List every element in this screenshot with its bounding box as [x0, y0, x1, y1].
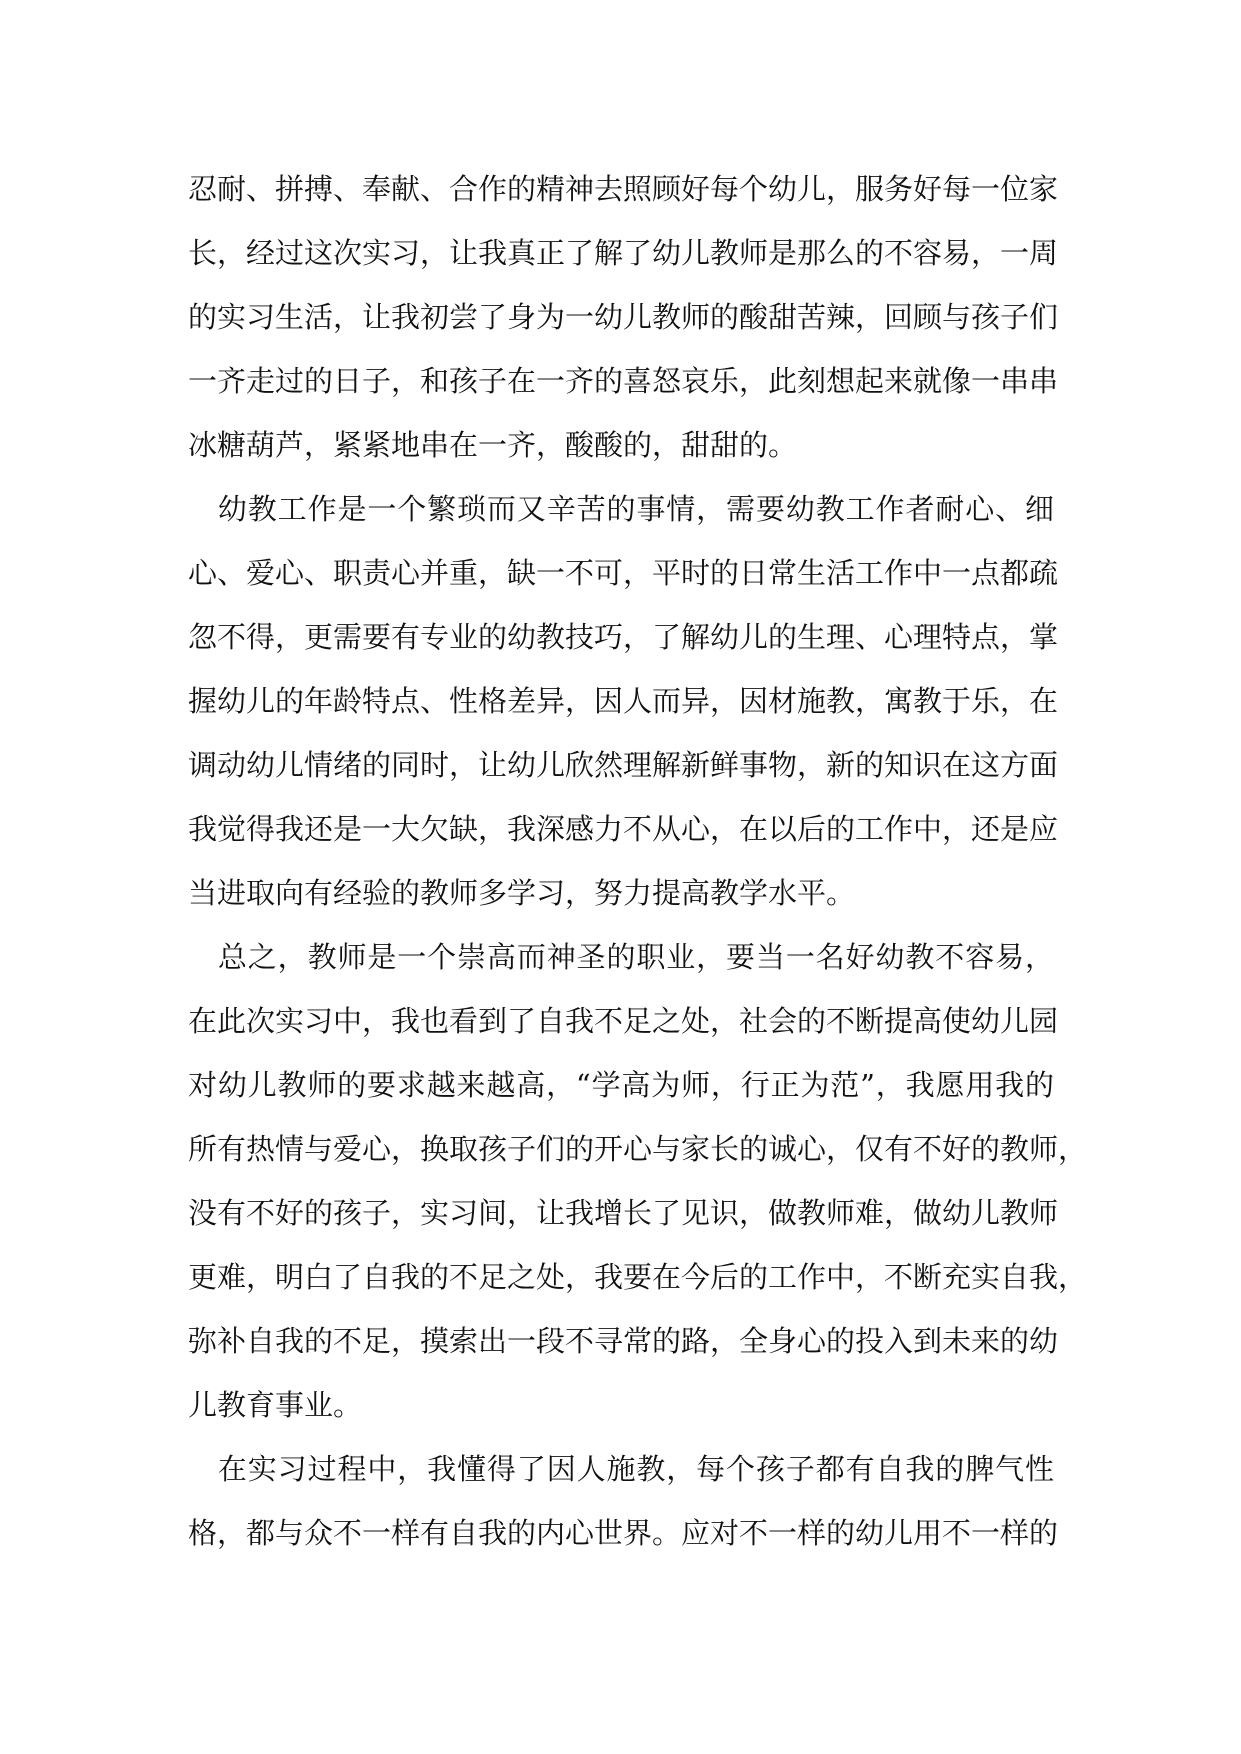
text-line: 对幼儿教师的要求越来越高，“学高为师，行正为范”，我愿用我的 — [188, 1068, 1054, 1102]
text-line: 儿教育事业。 — [188, 1388, 363, 1422]
text-line: 幼教工作是一个繁琐而又辛苦的事情，需要幼教工作者耐心、细 — [188, 492, 1054, 526]
text-line: 一齐走过的日子，和孩子在一齐的喜怒哀乐，此刻想起来就像一串串 — [188, 364, 1059, 398]
text-line: 长，经过这次实习，让我真正了解了幼儿教师是那么的不容易，一周 — [188, 236, 1059, 270]
text-line: 所有热情与爱心，换取孩子们的开心与家长的诚心，仅有不好的教师， — [188, 1132, 1088, 1166]
text-line: 调动幼儿情绪的同时，让幼儿欣然理解新鲜事物，新的知识在这方面 — [188, 748, 1059, 782]
text-line: 忽不得，更需要有专业的幼教技巧，了解幼儿的生理、心理特点，掌 — [188, 620, 1059, 654]
text-line: 在实习过程中，我懂得了因人施教，每个孩子都有自我的脾气性 — [188, 1452, 1054, 1486]
text-line: 更难，明白了自我的不足之处，我要在今后的工作中，不断充实自我， — [188, 1260, 1088, 1294]
text-line: 的实习生活，让我初尝了身为一幼儿教师的酸甜苦辣，回顾与孩子们 — [188, 300, 1059, 334]
paragraph-1 — [188, 157, 1059, 477]
text-line: 冰糖葫芦，紧紧地串在一齐，酸酸的，甜甜的。 — [188, 428, 798, 462]
paragraph-3 — [188, 925, 1088, 1437]
text-line: 在此次实习中，我也看到了自我不足之处，社会的不断提高使幼儿园 — [188, 1004, 1059, 1038]
text-line: 弥补自我的不足，摸索出一段不寻常的路，全身心的投入到未来的幼 — [188, 1324, 1059, 1358]
text-line: 握幼儿的年龄特点、性格差异，因人而异，因材施教，寓教于乐，在 — [188, 684, 1059, 718]
text-line: 我觉得我还是一大欠缺，我深感力不从心，在以后的工作中，还是应 — [188, 812, 1059, 846]
text-line: 当进取向有经验的教师多学习，努力提高教学水平。 — [188, 876, 856, 910]
text-line: 心、爱心、职责心并重，缺一不可，平时的日常生活工作中一点都疏 — [188, 556, 1059, 590]
text-line: 总之，教师是一个崇高而神圣的职业，要当一名好幼教不容易， — [188, 940, 1054, 974]
paragraph-2 — [188, 477, 1059, 925]
text-line: 忍耐、拼搏、奉献、合作的精神去照顾好每个幼儿，服务好每一位家 — [188, 172, 1059, 206]
text-line: 格，都与众不一样有自我的内心世界。应对不一样的幼儿用不一样的 — [188, 1516, 1059, 1550]
document-body — [188, 157, 1088, 1565]
text-line: 没有不好的孩子，实习间，让我增长了见识，做教师难，做幼儿教师 — [188, 1196, 1059, 1230]
paragraph-4 — [188, 1437, 1059, 1565]
